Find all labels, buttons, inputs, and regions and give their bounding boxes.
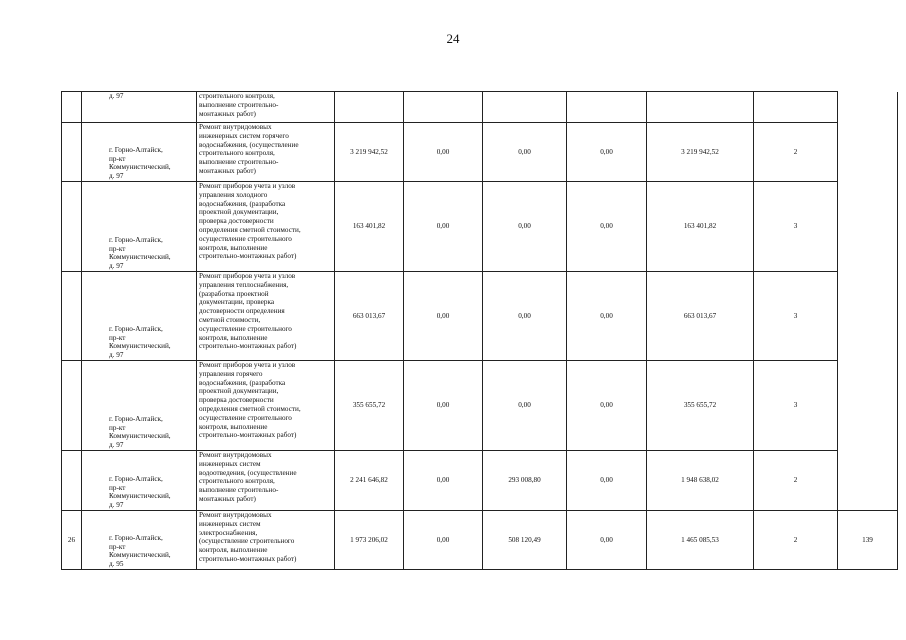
fund-4-cell — [647, 182, 754, 272]
address-cell-line: Коммунистический, — [109, 342, 171, 351]
fund-3-cell-text: 0,00 — [600, 147, 613, 156]
address-cell — [82, 511, 197, 570]
fund-1-cell-text: 0,00 — [436, 222, 450, 231]
address-cell-line: д. 97 — [109, 501, 124, 510]
address-cell-line: д. 97 — [109, 172, 124, 181]
work-description-cell-line: монтажных работ) — [199, 494, 256, 503]
fund-2-cell — [483, 511, 567, 570]
summary-cell-text: 139 — [862, 535, 873, 544]
work-description-cell-line: управления холодного — [199, 190, 268, 199]
fund-3-cell — [567, 451, 647, 511]
work-description-cell-line: выполнение строительно- — [199, 100, 279, 109]
count-cell-text: 2 — [793, 535, 798, 544]
work-description-cell — [197, 361, 335, 451]
fund-2-cell — [483, 92, 567, 123]
work-description-cell-line: строительно-монтажных работ) — [199, 431, 297, 440]
fund-2-cell-text: 0,00 — [518, 311, 531, 320]
work-description-cell — [197, 272, 335, 361]
fund-2-cell-text: 0,00 — [518, 222, 531, 231]
work-description-cell-line: водоснабжения, (разработка — [199, 378, 286, 387]
work-description-cell-line: строительно-монтажных работ) — [199, 554, 297, 563]
work-description-cell-line: водоснабжения, (осуществление — [199, 140, 299, 149]
address-cell-line: д. 97 — [109, 351, 124, 360]
row-number-cell — [62, 272, 82, 361]
address-cell-line: пр-кт — [109, 333, 126, 342]
count-cell — [754, 123, 838, 182]
total-cost-cell — [335, 361, 404, 451]
summary-cell — [838, 272, 898, 361]
address-cell-line: г. Горно-Алтайск, — [109, 474, 163, 483]
summary-cell — [838, 451, 898, 511]
work-description-cell-line: сметной стоимости, — [199, 315, 261, 324]
work-description-cell-line: строительного контроля, — [199, 477, 275, 486]
work-description-cell-line: водоотведения, (осуществление — [199, 468, 297, 477]
work-description-cell-line: монтажных работ) — [199, 166, 256, 175]
fund-2-cell-text: 0,00 — [518, 401, 531, 410]
fund-2-cell — [483, 123, 567, 182]
fund-4-cell-text: 1 948 638,02 — [681, 476, 719, 485]
total-cost-cell — [335, 182, 404, 272]
total-cost-cell — [335, 511, 404, 570]
count-cell-text: 2 — [793, 476, 798, 485]
work-description-cell-line: строительного контроля, — [199, 92, 275, 100]
table-row — [62, 182, 898, 272]
count-cell — [754, 511, 838, 570]
fund-4-cell-text: 355 655,72 — [683, 401, 717, 410]
count-cell — [754, 182, 838, 272]
count-cell-text: 3 — [793, 401, 798, 410]
row-number-cell — [62, 92, 82, 123]
fund-1-cell — [404, 123, 483, 182]
work-description-cell-line: выполнение строительно- — [199, 158, 279, 167]
work-description-cell-line: управления горячего — [199, 369, 263, 378]
address-cell-line: Коммунистический, — [109, 551, 171, 560]
address-cell-line: пр-кт — [109, 423, 126, 432]
total-cost-cell — [335, 272, 404, 361]
work-description-cell-line: проверка достоверности — [199, 396, 274, 405]
summary-cell — [838, 123, 898, 182]
address-cell — [82, 451, 197, 511]
fund-4-cell — [647, 361, 754, 451]
work-description-cell-line: Ремонт приборов учета и узлов — [199, 182, 296, 190]
work-description-cell-line: Ремонт внутридомовых — [199, 123, 272, 131]
fund-4-cell — [647, 272, 754, 361]
work-description-cell — [197, 182, 335, 272]
address-cell-line: г. Горно-Алтайск, — [109, 533, 163, 542]
work-description-cell-line: проектной документации, — [199, 208, 279, 217]
total-cost-cell-text: 2 241 646,82 — [350, 476, 388, 485]
total-cost-cell — [335, 123, 404, 182]
fund-4-cell — [647, 511, 754, 570]
fund-1-cell — [404, 92, 483, 123]
fund-3-cell-text: 0,00 — [600, 311, 613, 320]
total-cost-cell-text: 163 401,82 — [352, 222, 386, 231]
address-cell-line: д. 97 — [109, 262, 124, 271]
work-description-cell-line: контроля, выполнение — [199, 422, 268, 431]
row-number-cell — [62, 182, 82, 272]
fund-1-cell — [404, 361, 483, 451]
fund-1-cell-text: 0,00 — [436, 476, 450, 485]
table-body — [62, 92, 898, 570]
table-row — [62, 451, 898, 511]
work-description-cell — [197, 451, 335, 511]
work-description-cell — [197, 511, 335, 570]
work-description-cell-line: (осуществление строительного — [199, 537, 295, 546]
fund-3-cell-text: 0,00 — [600, 535, 613, 544]
count-cell — [754, 92, 838, 123]
address-cell-line: пр-кт — [109, 244, 126, 253]
page-number: 24 — [446, 31, 460, 46]
summary-cell — [838, 361, 898, 451]
fund-2-cell — [483, 451, 567, 511]
fund-2-cell-text: 508 120,49 — [508, 535, 541, 544]
fund-2-cell — [483, 182, 567, 272]
fund-3-cell — [567, 272, 647, 361]
address-cell-line: пр-кт — [109, 154, 126, 163]
count-cell — [754, 361, 838, 451]
count-cell — [754, 272, 838, 361]
fund-4-cell-text: 3 219 942,52 — [681, 147, 719, 156]
work-description-cell-line: определения сметной стоимости, — [199, 404, 301, 413]
work-description-cell-line: водоснабжения, (разработка — [199, 199, 286, 208]
work-description-cell-line: Ремонт приборов учета и узлов — [199, 272, 296, 280]
fund-3-cell — [567, 123, 647, 182]
work-description-cell-line: осуществление строительного — [199, 234, 292, 243]
work-description-cell-line: проектной документации, — [199, 387, 279, 396]
address-cell — [82, 361, 197, 451]
work-description-cell-line: выполнение строительно- — [199, 486, 279, 495]
work-description-cell-line: Ремонт приборов учета и узлов — [199, 361, 296, 369]
address-cell — [82, 92, 197, 123]
fund-3-cell — [567, 511, 647, 570]
fund-1-cell — [404, 182, 483, 272]
address-cell — [82, 182, 197, 272]
fund-3-cell — [567, 92, 647, 123]
fund-3-cell-text: 0,00 — [600, 222, 613, 231]
fund-1-cell — [404, 511, 483, 570]
work-description-cell-line: управления теплоснабжения, — [199, 280, 289, 289]
address-cell-line: д. 97 — [109, 92, 124, 100]
address-cell-line: д. 97 — [109, 441, 124, 450]
work-description-cell-line: строительно-монтажных работ) — [199, 252, 297, 261]
work-description-cell — [197, 92, 335, 123]
address-cell-line: Коммунистический, — [109, 432, 171, 441]
address-cell-line: д. 95 — [109, 560, 124, 569]
work-description-cell-line: осуществление строительного — [199, 413, 292, 422]
total-cost-cell — [335, 451, 404, 511]
address-cell — [82, 123, 197, 182]
work-description-cell — [197, 123, 335, 182]
row-number-cell-text: 26 — [67, 535, 76, 544]
fund-4-cell — [647, 92, 754, 123]
capital-repair-table — [61, 91, 898, 570]
work-description-cell-line: Ремонт внутридомовых — [199, 511, 272, 519]
table-row — [62, 123, 898, 182]
fund-4-cell-text: 663 013,67 — [683, 311, 717, 320]
address-cell-line: г. Горно-Алтайск, — [109, 145, 163, 154]
total-cost-cell-text: 355 655,72 — [352, 401, 386, 410]
fund-1-cell-text: 0,00 — [436, 401, 450, 410]
row-number-cell — [62, 361, 82, 451]
row-number-cell — [62, 451, 82, 511]
address-cell-line: г. Горно-Алтайск, — [109, 414, 163, 423]
work-description-cell-line: строительного контроля, — [199, 149, 275, 158]
work-description-cell-line: монтажных работ) — [199, 109, 256, 118]
fund-4-cell-text: 163 401,82 — [683, 222, 717, 231]
work-description-cell-line: инженерных систем — [199, 519, 261, 528]
summary-cell — [838, 92, 898, 123]
fund-4-cell — [647, 123, 754, 182]
table-row — [62, 92, 898, 123]
table-row — [62, 272, 898, 361]
fund-1-cell-text: 0,00 — [436, 311, 450, 320]
fund-3-cell-text: 0,00 — [600, 476, 613, 485]
fund-2-cell-text: 0,00 — [518, 147, 531, 156]
summary-cell — [838, 511, 898, 570]
address-cell-line: Коммунистический, — [109, 492, 171, 501]
fund-1-cell-text: 0,00 — [436, 535, 450, 544]
row-number-cell — [62, 123, 82, 182]
work-description-cell-line: достоверности определения — [199, 307, 285, 316]
count-cell-text: 3 — [793, 222, 798, 231]
fund-2-cell — [483, 361, 567, 451]
total-cost-cell — [335, 92, 404, 123]
work-description-cell-line: контроля, выполнение — [199, 333, 268, 342]
work-description-cell-line: осуществление строительного — [199, 324, 292, 333]
work-description-cell-line: документации, проверка — [199, 298, 275, 307]
work-description-cell-line: определения сметной стоимости, — [199, 225, 301, 234]
row-number-cell — [62, 511, 82, 570]
address-cell-line: г. Горно-Алтайск, — [109, 235, 163, 244]
fund-1-cell — [404, 272, 483, 361]
fund-1-cell-text: 0,00 — [436, 147, 450, 156]
address-cell — [82, 272, 197, 361]
work-description-cell-line: проверка достоверности — [199, 217, 274, 226]
fund-2-cell-text: 293 008,80 — [508, 476, 541, 485]
work-description-cell-line: инженерных систем горячего — [199, 131, 289, 140]
count-cell-text: 2 — [793, 147, 798, 156]
total-cost-cell-text: 663 013,67 — [352, 311, 386, 320]
total-cost-cell-text: 3 219 942,52 — [350, 147, 388, 156]
work-description-cell-line: строительно-монтажных работ) — [199, 342, 297, 351]
fund-3-cell — [567, 361, 647, 451]
address-cell-line: Коммунистический, — [109, 253, 171, 262]
total-cost-cell-text: 1 973 206,02 — [350, 535, 388, 544]
fund-4-cell-text: 1 465 085,53 — [681, 535, 719, 544]
address-cell-line: Коммунистический, — [109, 163, 171, 172]
address-cell-line: пр-кт — [109, 483, 126, 492]
count-cell — [754, 451, 838, 511]
table-row — [62, 511, 898, 570]
fund-1-cell — [404, 451, 483, 511]
count-cell-text: 3 — [793, 311, 798, 320]
fund-3-cell-text: 0,00 — [600, 401, 613, 410]
address-cell-line: пр-кт — [109, 542, 126, 551]
summary-cell — [838, 182, 898, 272]
table-row — [62, 361, 898, 451]
fund-3-cell — [567, 182, 647, 272]
work-description-cell-line: Ремонт внутридомовых — [199, 451, 272, 459]
work-description-cell-line: (разработка проектной — [199, 289, 269, 298]
address-cell-line: г. Горно-Алтайск, — [109, 324, 163, 333]
fund-4-cell — [647, 451, 754, 511]
work-description-cell-line: контроля, выполнение — [199, 243, 268, 252]
work-description-cell-line: контроля, выполнение — [199, 546, 268, 555]
work-description-cell-line: электроснабжения, — [199, 528, 258, 537]
work-description-cell-line: инженерных систем — [199, 459, 261, 468]
fund-2-cell — [483, 272, 567, 361]
